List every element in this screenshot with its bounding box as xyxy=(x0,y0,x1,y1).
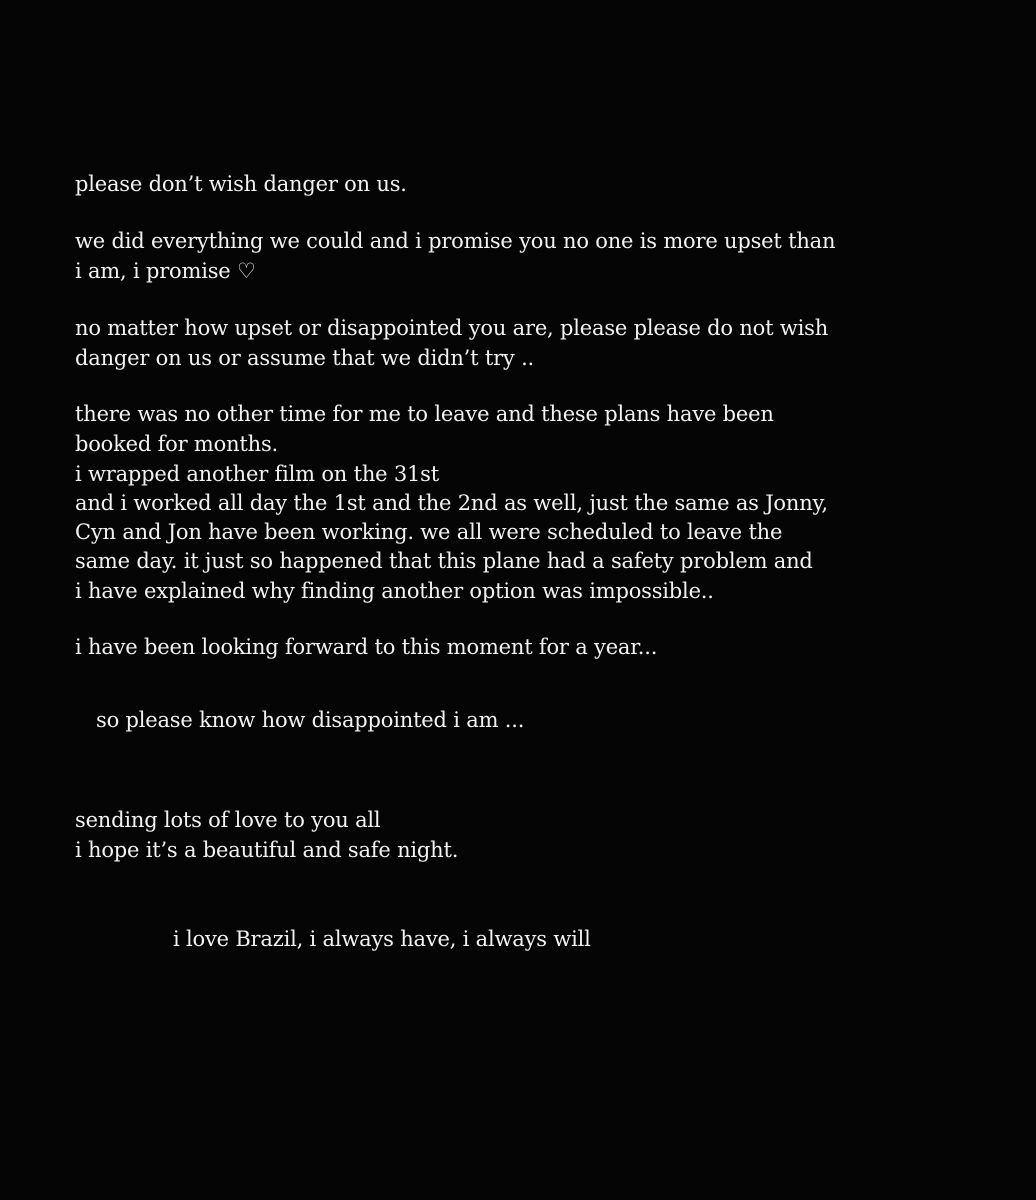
note-line: so please know how disappointed i am ... xyxy=(96,708,525,732)
note-line: please don’t wish danger on us. xyxy=(75,172,407,196)
note-line: i am, i promise ♡ xyxy=(75,259,256,283)
note-line: i hope it’s a beautiful and safe night. xyxy=(75,838,459,862)
note-line: we did everything we could and i promise you no one is more upset than xyxy=(75,229,836,253)
note-line: no matter how upset or disappointed you are, please please do not wish xyxy=(75,316,829,340)
note-line: sending lots of love to you all xyxy=(75,808,381,832)
note-line: danger on us or assume that we didn’t try .. xyxy=(75,346,535,370)
note-line: i wrapped another film on the 31st xyxy=(75,462,439,486)
note-line: and i worked all day the 1st and the 2nd as well, just the same as Jonny, xyxy=(75,491,828,515)
note-line: same day. it just so happened that this plane had a safety problem and xyxy=(75,549,813,573)
note-line: i have been looking forward to this moment for a year... xyxy=(75,635,658,659)
note-line: Cyn and Jon have been working. we all were scheduled to leave the xyxy=(75,520,783,544)
note-line: i love Brazil, i always have, i always will xyxy=(173,927,591,951)
note-line: there was no other time for me to leave and these plans have been xyxy=(75,402,774,426)
note-line: i have explained why finding another option was impossible.. xyxy=(75,579,714,603)
note-line: booked for months. xyxy=(75,432,279,456)
